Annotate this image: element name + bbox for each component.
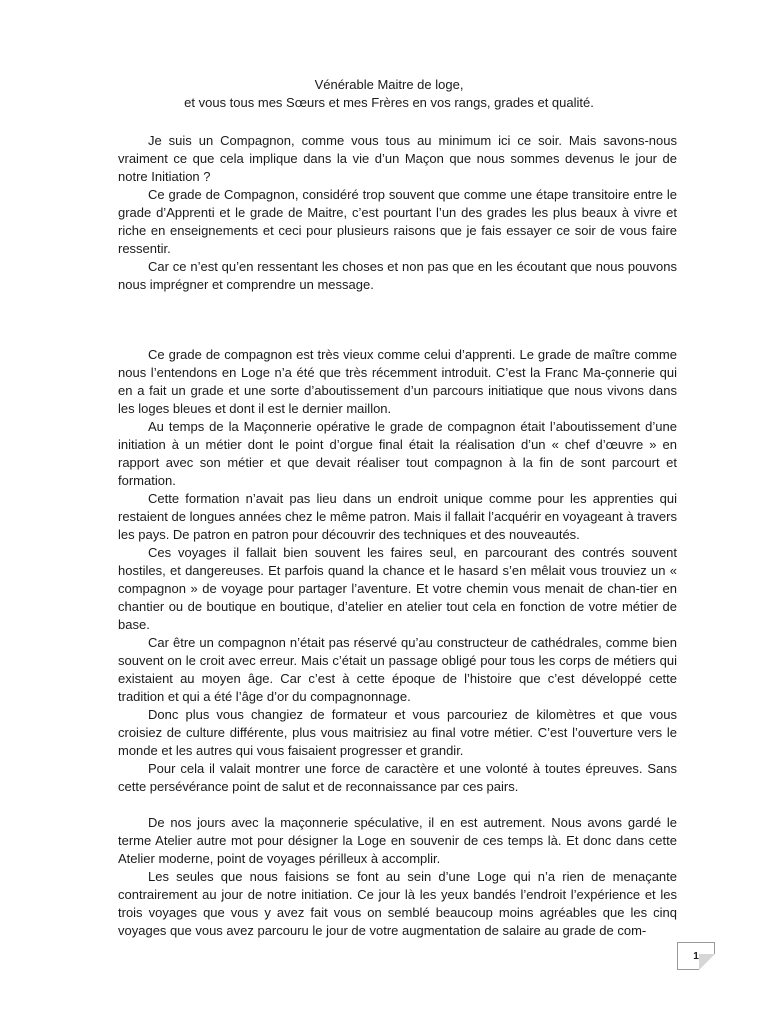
paragraph: Car être un compagnon n’était pas réservé qu’au constructeur de cathédrales, comme bien souvent on le croit avec erreur. Mais c’était un passage obligé pour tous les corps de métiers qui existaient au moyen âge. Car c’est à cette époque de l’histoire que c’est développé cette tradition et qui a été l’âge d’or du compagnonnage. (118, 635, 677, 704)
salutation-header (100, 76, 678, 112)
salutation-line-2: et vous tous mes Sœurs et mes Frères en vos rangs, grades et qualité. (184, 95, 594, 110)
paragraph: Les seules que nous faisions se font au sein d’une Loge qui n’a rien de menaçante contrairement au jour de notre initiation. Ce jour là les yeux bandés l’endroit l’expérience et les trois voyages que vous y avez fait vous on semblé beaucoup moins agréables que les cinq voyages que vous avez parcouru le jour de votre augmentation de salaire au grade de com- (118, 869, 677, 938)
paragraph: Je suis un Compagnon, comme vous tous au minimum ici ce soir. Mais savons-nous vraiment ce que cela implique dans la vie d’un Maçon que nous sommes devenus le jour de notre Initiation ? (118, 133, 677, 184)
page-number-box (677, 942, 715, 970)
paragraph: Ce grade de Compagnon, considéré trop souvent que comme une étape transitoire entre le grade d’Apprenti et le grade de Maitre, c’est pourtant l’un des grades les plus beaux à vivre et riche en enseignements et ceci pour plusieurs raisons que je fais essayer ce soir de vous faire ressentir. (118, 187, 677, 256)
paragraph: Cette formation n’avait pas lieu dans un endroit unique comme pour les apprenties qui restaient de longues années chez le même patron. Mais il fallait l’acquérir en voyageant à travers les pays. De patron en patron pour découvrir des techniques et des nouveautés. (118, 491, 677, 542)
paragraph: Pour cela il valait montrer une force de caractère et une volonté à toutes épreuves. Sans cette persévérance point de salut et de reconnaissance par ces pairs. (118, 761, 677, 794)
paragraph: De nos jours avec la maçonnerie spéculative, il en est autrement. Nous avons gardé le terme Atelier autre mot pour désigner la Loge en souvenir de ces temps là. Et donc dans cette Atelier moderne, point de voyages périlleux à accomplir. (118, 815, 677, 866)
salutation-line-1: Vénérable Maitre de loge, (314, 77, 464, 92)
paragraph: Au temps de la Maçonnerie opérative le grade de compagnon était l’aboutissement d’une initiation à un métier dont le point d’orgue final était la réalisation d’un « chef d’œuvre » en rapport avec son métier et que devait réaliser tout compagnon à la fin de sont parcourt et formation. (118, 419, 677, 488)
page-curl-icon (699, 954, 715, 970)
page-number: 1 (693, 951, 699, 962)
paragraph: Ce grade de compagnon est très vieux comme celui d’apprenti. Le grade de maître comme nous l’entendons en Loge n’a été que très récemment introduit. C’est la Franc Ma-çonnerie qui en a fait un grade et une sorte d’aboutissement d’un parcours initiatique que nous vivons dans les loges bleues et dont il est le dernier maillon. (118, 347, 677, 416)
document-body (118, 132, 677, 940)
section-gap (118, 294, 677, 346)
section-gap (118, 796, 677, 814)
paragraph: Car ce n’est qu’en ressentant les choses et non pas que en les écoutant que nous pouvons nous imprégner et comprendre un message. (118, 259, 677, 292)
paragraph: Donc plus vous changiez de formateur et vous parcouriez de kilomètres et que vous croisiez de culture différente, plus vous maitrisiez au final votre métier. C’est l’ouverture vers le monde et les autres qui vous faisaient progresser et grandir. (118, 707, 677, 758)
paragraph: Ces voyages il fallait bien souvent les faires seul, en parcourant des contrés souvent hostiles, et dangereuses. Et parfois quand la chance et le hasard s’en mêlait vous trouviez un « compagnon » de voyage pour partager l’aventure. Et votre chemin vous menait de chan-tier en chantier ou de boutique en boutique, d’atelier en atelier tout cela en fonction de votre métier de base. (118, 545, 677, 632)
